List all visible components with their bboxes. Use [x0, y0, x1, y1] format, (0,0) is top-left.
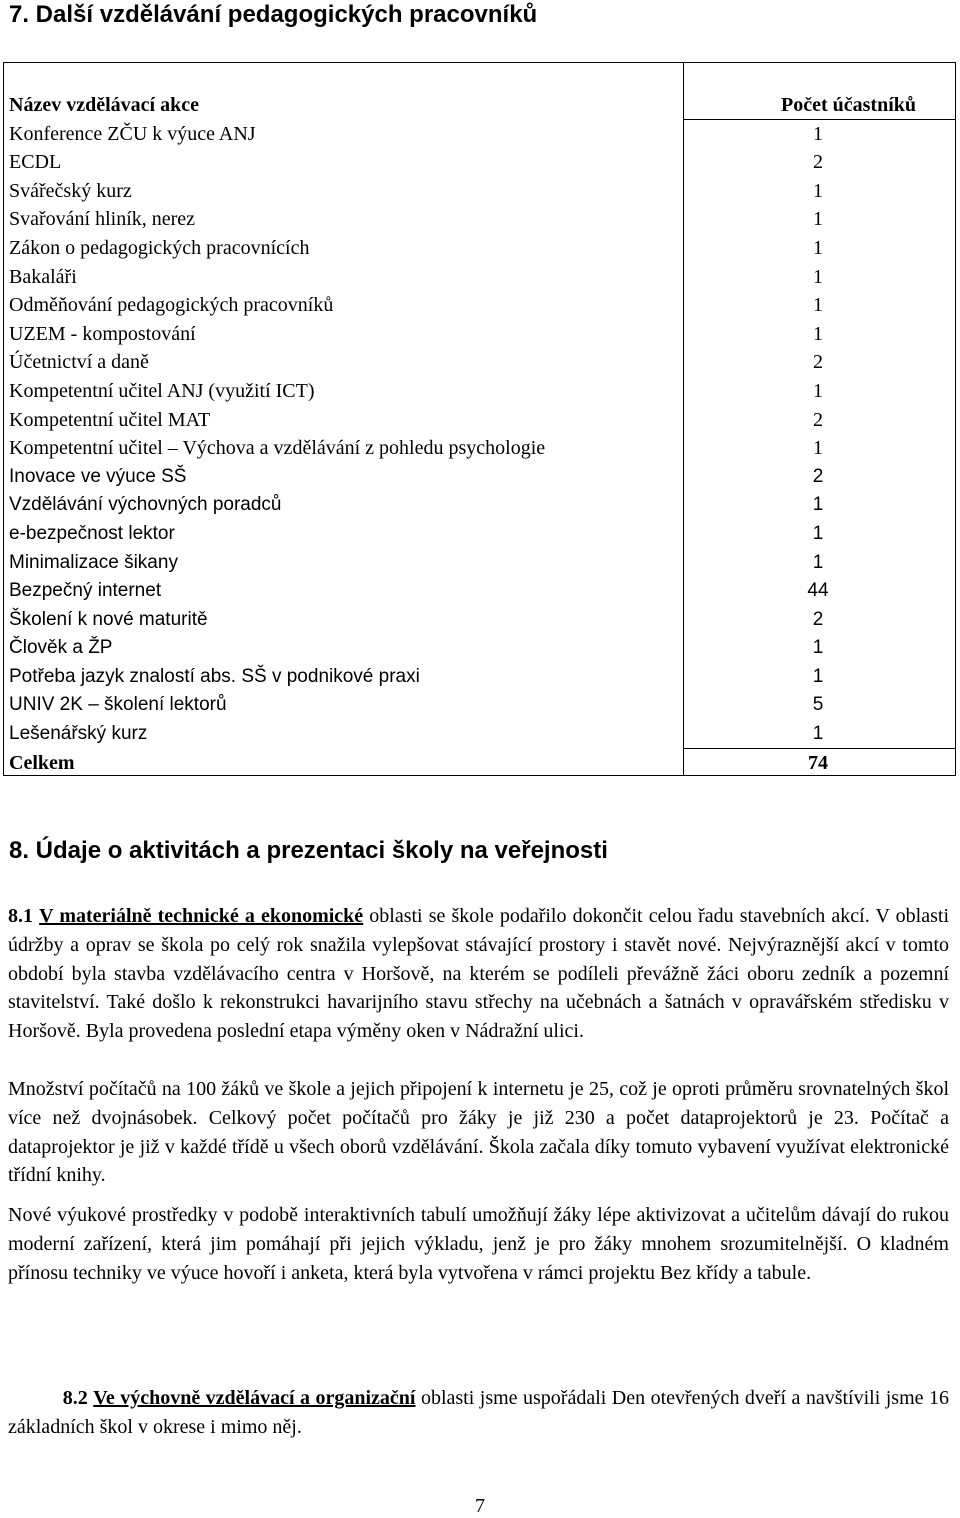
row-name: UZEM - kompostování [9, 322, 196, 345]
row-count: 2 [812, 608, 824, 630]
table-row [0, 291, 960, 320]
row-name: Kompetentní učitel – Výchova a vzdělávání z pohledu psychologie [9, 437, 546, 460]
subsection-number: 8.1 [8, 905, 33, 927]
row-count: 2 [813, 408, 823, 431]
subsection-number: 8.2 [62, 1387, 88, 1409]
table-row [0, 348, 960, 377]
row-name: Konference ZČU k výuce ANJ [9, 122, 256, 145]
row-count: 44 [807, 580, 829, 602]
row-name: Bakaláři [9, 265, 77, 288]
table-row [0, 263, 960, 292]
row-name: UNIV 2K – školení lektorů [9, 694, 227, 716]
table-row [0, 234, 960, 263]
row-count: 1 [813, 122, 823, 145]
paragraph-text: Nové výukové prostředky v podobě interaktivních tabulí umožňují žáky lépe aktivizovat a učitelům dávají do rukou moderní zařízení, která jim pomáhají při jejich výkladu, jenž je pro žáky mnohem srozumitelnější. O kladném přínosu techniky ve výuce hovoří i anketa, která byla vytvořena v rámci projektu Bez křídy a tabule. [8, 1204, 949, 1284]
total-label: Celkem [9, 751, 75, 774]
row-count: 1 [813, 236, 823, 259]
row-name: Minimalizace šikany [9, 551, 178, 573]
row-count: 1 [812, 723, 824, 745]
table-row [0, 577, 960, 606]
table-row [0, 520, 960, 549]
row-count: 1 [813, 322, 823, 345]
paragraph-8-2 [8, 1384, 949, 1442]
paragraph-text: oblasti se škole podařilo dokončit celou řadu stavebních akcí. V oblasti údržby a oprav se škola po celý rok snažila vylepšovat stávající prostory i stavět nové. Nejvýraznější akcí v tomto období byla stavba vzdělávacího centra v Horšově, na kterém se podíleli převážně žáci oboru zedník a pozemní stavitelství. Také došlo k rekonstrukci havarijního stavu střechy na učebnách a šatnách v opravářském středisku v Horšově. Byla provedena poslední etapa výměny oken v Nádražní ulici. [8, 905, 950, 1043]
row-count: 2 [813, 151, 823, 174]
row-count: 1 [813, 208, 823, 231]
section-8-heading: 8. Údaje o aktivitách a prezentaci školy na veřejnosti [9, 837, 608, 864]
row-name: Inovace ve výuce SŠ [9, 465, 187, 487]
table-header-row [0, 91, 960, 120]
table-row [0, 377, 960, 406]
table-row [0, 205, 960, 234]
row-name: Odměňování pedagogických pracovníků [9, 294, 334, 317]
row-count: 2 [812, 465, 824, 487]
row-name: Školení k nové maturitě [9, 608, 208, 630]
row-count: 2 [813, 351, 823, 374]
paragraph-text: Množství počítačů na 100 žáků ve škole a jejich připojení k internetu je 25, což je oproti průměru srovnatelných škol více než dvojnásobek. Celkový počet počítačů pro žáky je již 230 a počet dataprojektorů je 23. Počítač a dataprojektor je již v každé třídě u všech oborů vzdělávání. Škola začala díky tomuto vybavení využívat elektronické třídní knihy. [8, 1078, 949, 1187]
row-count: 1 [812, 494, 824, 516]
row-name: Zákon o pedagogických pracovnících [9, 236, 310, 259]
table-row [0, 663, 960, 692]
table-row [0, 148, 960, 177]
table-total-row [0, 749, 960, 778]
table-row [0, 406, 960, 435]
row-name: Člověk a ŽP [9, 637, 113, 659]
row-count: 1 [812, 551, 824, 573]
table-row [0, 177, 960, 206]
row-count: 1 [813, 379, 823, 402]
row-name: Svařování hliník, nerez [9, 208, 196, 231]
table-rows [0, 91, 960, 777]
row-count: 1 [813, 265, 823, 288]
row-count: 1 [812, 522, 824, 544]
row-name: Potřeba jazyk znalostí abs. SŠ v podnikové praxi [9, 665, 420, 687]
row-count: 1 [812, 665, 824, 687]
paragraph-interactive-boards [8, 1201, 949, 1287]
table-row [0, 491, 960, 520]
table-row [0, 320, 960, 349]
subsection-title: Ve výchovně vzdělávací a organizační [93, 1387, 416, 1409]
table-row [0, 120, 960, 149]
paragraph-text: oblasti jsme uspořádali Den otevřených dveří a navštívili jsme 16 základních škol v okrese i mimo něj. [8, 1387, 950, 1438]
column-header-count: Počet účastníků [781, 94, 916, 116]
paragraph-computers [8, 1075, 949, 1190]
row-name: Kompetentní učitel MAT [9, 408, 211, 431]
row-count: 1 [813, 294, 823, 317]
row-name: Lešenářský kurz [9, 723, 148, 745]
row-name: Bezpečný internet [9, 580, 162, 602]
table-row [0, 463, 960, 492]
page-number: 7 [475, 1495, 485, 1517]
paragraph-8-1 [8, 902, 949, 1046]
table-row [0, 434, 960, 463]
row-name: Vzdělávání výchovných poradců [9, 494, 282, 516]
table-row [0, 606, 960, 635]
table-row [0, 549, 960, 578]
row-name: ECDL [9, 151, 62, 174]
row-name: e-bezpečnost lektor [9, 522, 175, 544]
table-row [0, 634, 960, 663]
row-count: 1 [812, 637, 824, 659]
row-name: Účetnictví a daně [9, 351, 149, 374]
table-row [0, 691, 960, 720]
row-count: 1 [813, 437, 823, 460]
row-name: Svářečský kurz [9, 179, 132, 202]
row-name: Kompetentní učitel ANJ (využití ICT) [9, 379, 315, 402]
subsection-title: V materiálně technické a ekonomické [39, 905, 364, 927]
section-7-heading: 7. Další vzdělávání pedagogických pracovníků [9, 1, 538, 28]
row-count: 5 [812, 694, 824, 716]
row-count: 1 [813, 179, 823, 202]
column-header-name: Název vzdělávací akce [9, 94, 199, 116]
total-count: 74 [808, 751, 828, 774]
table-row [0, 720, 960, 749]
